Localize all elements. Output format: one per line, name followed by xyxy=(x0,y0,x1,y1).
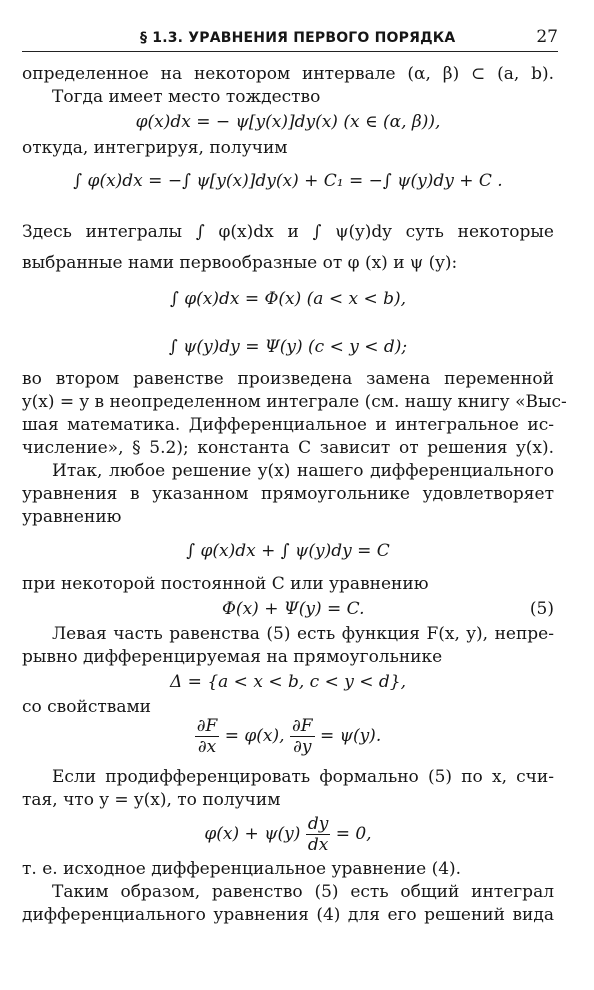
text-line: во втором равенстве произведена замена переменной xyxy=(22,369,554,389)
text-line: выбранные нами первообразные от φ (x) и ψ (y): xyxy=(22,253,458,273)
text-line: шая математика. Дифференциальное и интегральное ис- xyxy=(22,415,554,435)
equation-number: (5) xyxy=(529,599,554,619)
text-line: Тогда имеет место тождество xyxy=(52,87,321,107)
text-line: тая, что y = y(x), то получим xyxy=(22,790,281,810)
equation-8: $\frac{\partial F}{\partial x}$ = φ(x), $\frac{\partial F}{\partial y}$ = ψ(y). xyxy=(196,716,382,757)
equation-7: Δ = {a < x < b, c < y < d}, xyxy=(170,672,406,692)
text-line: при некоторой постоянной C или уравнению xyxy=(22,574,429,594)
text-line: уравнения в указанном прямоугольнике удовлетворяет xyxy=(22,484,554,504)
page-number: 27 xyxy=(536,27,558,47)
text-line: y(x) = y в неопределенном интеграле (см. нашу книгу «Выс- xyxy=(22,392,567,412)
text-line: Если продифференцировать формально (5) по x, счи- xyxy=(52,767,554,787)
equation-3: ∫ φ(x)dx = Φ(x) (a < x < b), xyxy=(169,289,407,309)
fraction: $\frac{\partial F}{\partial y}$ xyxy=(291,716,313,757)
equation-9: φ(x) + ψ(y) $\frac{dy}{dx}$ = 0, xyxy=(204,814,372,855)
equation-1: φ(x)dx = − ψ[y(x)]dy(x) (x ∈ (α, β)), xyxy=(135,112,441,132)
text-line: Здесь интегралы ∫ φ(x)dx и ∫ ψ(y)dy суть некоторые xyxy=(22,222,554,242)
text-line: рывно дифференцируемая на прямоугольнике xyxy=(22,647,443,667)
text-line: Итак, любое решение y(x) нашего дифференциального xyxy=(52,461,554,481)
text-line: откуда, интегрируя, получим xyxy=(22,138,288,158)
section-title: § 1.3. УРАВНЕНИЯ ПЕРВОГО ПОРЯДКА xyxy=(140,30,456,46)
text-line: числение», § 5.2); константа C зависит от решения y(x). xyxy=(22,438,554,458)
text-line: т. е. исходное дифференциальное уравнение (4). xyxy=(22,859,462,879)
running-header xyxy=(22,26,558,52)
text-line: Левая часть равенства (5) есть функция F(x, y), непре- xyxy=(52,624,554,644)
equation-2: ∫ φ(x)dx = −∫ ψ[y(x)]dy(x) + C₁ = −∫ ψ(y)dy + C . xyxy=(73,171,503,191)
text-line: Таким образом, равенство (5) есть общий интеграл xyxy=(52,882,554,902)
text-line: определенное на некотором интервале (α, β) ⊂ (a, b). xyxy=(22,64,554,84)
equation-5: ∫ φ(x)dx + ∫ ψ(y)dy = C xyxy=(186,541,390,561)
text-line: со свойствами xyxy=(22,697,152,717)
fraction: $\frac{\partial F}{\partial x}$ xyxy=(196,716,218,757)
text-line: дифференциального уравнения (4) для его решений вида xyxy=(22,905,554,925)
fraction: $\frac{dy}{dx}$ xyxy=(307,814,329,855)
equation-6: Φ(x) + Ψ(y) = C. xyxy=(222,599,365,619)
equation-4: ∫ ψ(y)dy = Ψ(y) (c < y < d); xyxy=(168,337,408,357)
text-line: уравнению xyxy=(22,507,122,527)
